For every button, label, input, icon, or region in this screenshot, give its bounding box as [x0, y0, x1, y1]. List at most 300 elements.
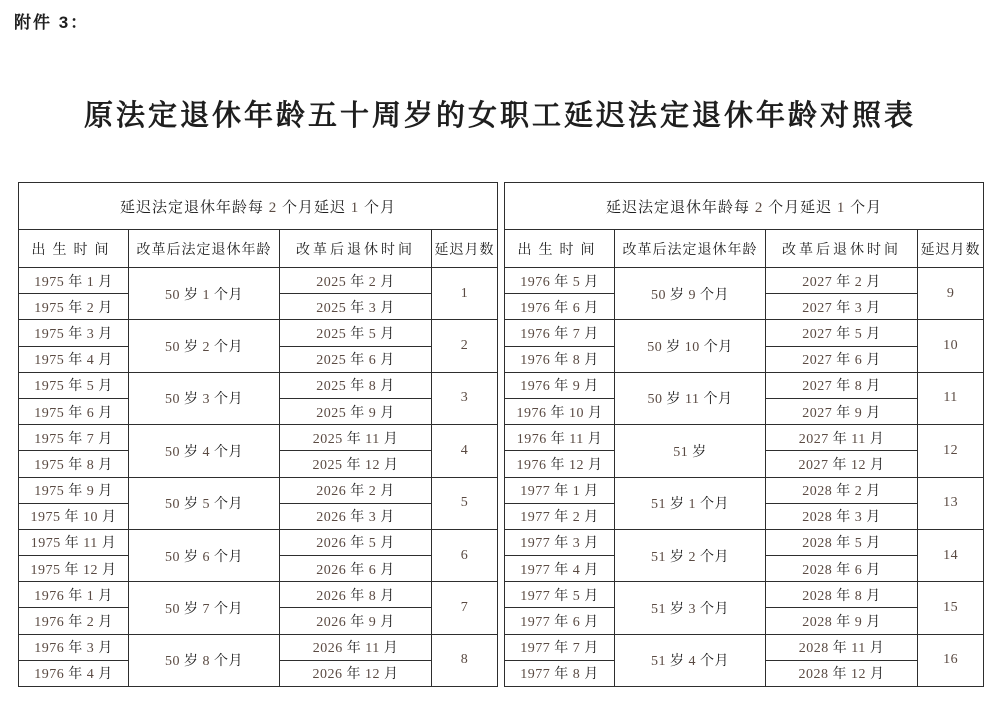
age-cell: 51 岁 4 个月 — [615, 634, 766, 686]
column-header-row — [19, 230, 498, 268]
birth-cell: 1976 年 2 月 — [19, 608, 129, 634]
numeric-text: 1976 — [520, 326, 551, 342]
age-cell: 50 岁 8 个月 — [129, 634, 280, 686]
column-header: 改革后退休时间 — [766, 230, 918, 268]
numeric-text: 8 — [202, 654, 210, 670]
numeric-text: 10 — [569, 405, 585, 421]
numeric-text: 11 — [685, 392, 700, 408]
numeric-text: 2025 — [316, 274, 347, 290]
numeric-text: 50 — [165, 601, 180, 617]
months-cell — [918, 582, 984, 634]
numeric-text: 1977 — [520, 536, 551, 552]
retire-cell: 2028 年 6 月 — [766, 556, 918, 582]
table-row — [19, 634, 498, 660]
numeric-text: 8 — [572, 667, 581, 683]
column-header: 改革后退休时间 — [280, 230, 432, 268]
retire-cell: 2027 年 2 月 — [766, 268, 918, 294]
numeric-text: 2 — [86, 300, 95, 316]
age-cell: 50 岁 3 个月 — [129, 372, 280, 424]
retire-cell: 2025 年 8 月 — [280, 372, 432, 398]
numeric-text: 2027 — [802, 405, 833, 421]
numeric-text: 2028 — [798, 667, 829, 683]
numeric-text: 11 — [365, 431, 380, 447]
numeric-text: 2027 — [802, 326, 833, 342]
numeric-text: 1976 — [516, 405, 547, 421]
table-body — [19, 268, 498, 687]
numeric-text: 11 — [365, 641, 380, 657]
numeric-text: 3 — [368, 300, 377, 316]
table-row — [19, 268, 498, 294]
months-cell — [918, 372, 984, 424]
birth-cell: 1976 年 4 月 — [19, 660, 129, 686]
retire-cell: 2027 年 3 月 — [766, 294, 918, 320]
numeric-text: 1975 — [34, 457, 65, 473]
numeric-text: 1 — [688, 497, 697, 513]
column-header-row — [505, 230, 984, 268]
numeric-text: 3 — [688, 601, 697, 617]
numeric-text: 1 — [86, 274, 95, 290]
numeric-text: 12 — [569, 457, 585, 473]
numeric-text: 2026 — [316, 484, 347, 500]
numeric-text: 51 — [651, 654, 667, 670]
retirement-table-right — [504, 182, 984, 687]
table-row — [505, 529, 984, 555]
retire-cell: 2026 年 5 月 — [280, 529, 432, 555]
numeric-text: 8 — [368, 379, 377, 395]
numeric-text: 2 — [368, 484, 377, 500]
table-row — [505, 425, 984, 451]
numeric-text: 7 — [86, 431, 95, 447]
numeric-text: 2026 — [316, 510, 347, 526]
retire-cell: 2026 年 12 月 — [280, 660, 432, 686]
retire-cell: 2028 年 2 月 — [766, 477, 918, 503]
table-row — [505, 582, 984, 608]
numeric-text: 1 — [350, 199, 360, 216]
numeric-text: 1975 — [34, 300, 65, 316]
numeric-text: 50 — [165, 654, 180, 670]
numeric-text: 1975 — [30, 562, 61, 578]
numeric-text: 3 — [460, 390, 469, 406]
months-cell — [432, 268, 498, 320]
birth-cell: 1975 年 4 月 — [19, 346, 129, 372]
numeric-text: 2026 — [316, 562, 347, 578]
table-row — [19, 372, 498, 398]
numeric-text: 16 — [943, 652, 959, 668]
numeric-text: 4 — [86, 353, 95, 369]
table-row — [19, 320, 498, 346]
numeric-text: 2025 — [316, 405, 347, 421]
numeric-text: 5 — [854, 326, 863, 342]
birth-cell: 1976 年 5 月 — [505, 268, 615, 294]
numeric-text: 9 — [86, 484, 95, 500]
numeric-text: 1976 — [520, 274, 551, 290]
months-cell — [432, 320, 498, 372]
birth-cell: 1977 年 8 月 — [505, 660, 615, 686]
numeric-text: 51 — [651, 497, 667, 513]
retire-cell: 2027 年 8 月 — [766, 372, 918, 398]
birth-cell: 1975 年 1 月 — [19, 268, 129, 294]
birth-cell: 1976 年 3 月 — [19, 634, 129, 660]
numeric-text: 7 — [460, 599, 469, 615]
retire-cell: 2027 年 6 月 — [766, 346, 918, 372]
numeric-text: 1976 — [520, 379, 551, 395]
months-cell — [432, 477, 498, 529]
table-row — [19, 529, 498, 555]
retire-cell: 2025 年 9 月 — [280, 398, 432, 424]
table-body — [505, 268, 984, 687]
birth-cell: 1976 年 1 月 — [19, 582, 129, 608]
birth-cell: 1977 年 3 月 — [505, 529, 615, 555]
age-cell: 50 岁 11 个月 — [615, 372, 766, 424]
numeric-text: 1975 — [34, 326, 65, 342]
retire-cell: 2027 年 12 月 — [766, 451, 918, 477]
birth-cell: 1975 年 7 月 — [19, 425, 129, 451]
numeric-text: 51 — [651, 549, 667, 565]
retirement-table-left — [18, 182, 498, 687]
numeric-text: 1975 — [34, 353, 65, 369]
numeric-text: 7 — [572, 326, 581, 342]
numeric-text: 50 — [647, 392, 663, 408]
numeric-text: 2025 — [316, 326, 347, 342]
birth-cell: 1975 年 9 月 — [19, 477, 129, 503]
numeric-text: 9 — [946, 285, 955, 301]
numeric-text: 4 — [86, 667, 95, 683]
retire-cell: 2026 年 2 月 — [280, 477, 432, 503]
numeric-text: 2027 — [798, 457, 829, 473]
birth-cell: 1975 年 3 月 — [19, 320, 129, 346]
months-cell — [918, 320, 984, 372]
numeric-text: 51 — [651, 601, 667, 617]
column-header: 延迟月数 — [918, 230, 984, 268]
numeric-text: 2025 — [316, 300, 347, 316]
numeric-text: 8 — [854, 588, 863, 604]
numeric-text: 1976 — [34, 641, 65, 657]
banner-row — [505, 183, 984, 230]
numeric-text: 10 — [943, 338, 959, 354]
numeric-text: 4 — [460, 442, 469, 458]
numeric-text: 1977 — [520, 510, 551, 526]
numeric-text: 2 — [368, 274, 377, 290]
numeric-text: 6 — [854, 562, 863, 578]
numeric-text: 2028 — [802, 536, 833, 552]
numeric-text: 1976 — [34, 667, 65, 683]
numeric-text: 2026 — [312, 641, 343, 657]
numeric-text: 2026 — [312, 667, 343, 683]
retire-cell: 2028 年 5 月 — [766, 529, 918, 555]
months-cell — [432, 582, 498, 634]
table-row — [19, 477, 498, 503]
numeric-text: 11 — [851, 641, 866, 657]
months-cell — [918, 425, 984, 477]
numeric-text: 2 — [688, 549, 697, 565]
birth-cell: 1975 年 11 月 — [19, 529, 129, 555]
numeric-text: 2028 — [802, 510, 833, 526]
numeric-text: 5 — [368, 536, 377, 552]
retire-cell: 2028 年 11 月 — [766, 634, 918, 660]
numeric-text: 50 — [647, 340, 663, 356]
table-head — [19, 183, 498, 268]
numeric-text: 14 — [943, 547, 959, 563]
months-cell — [432, 425, 498, 477]
numeric-text: 7 — [202, 601, 210, 617]
numeric-text: 9 — [368, 615, 377, 631]
numeric-text: 13 — [943, 495, 959, 511]
numeric-text: 12 — [851, 457, 867, 473]
age-cell: 50 岁 9 个月 — [615, 268, 766, 320]
retire-cell: 2027 年 9 月 — [766, 398, 918, 424]
numeric-text: 8 — [368, 588, 377, 604]
numeric-text: 1976 — [520, 300, 551, 316]
birth-cell: 1975 年 10 月 — [19, 503, 129, 529]
numeric-text: 2025 — [312, 431, 343, 447]
numeric-text: 2028 — [802, 588, 833, 604]
retire-cell: 2026 年 9 月 — [280, 608, 432, 634]
numeric-text: 2 — [854, 274, 863, 290]
numeric-text: 6 — [368, 353, 377, 369]
numeric-text: 7 — [572, 641, 581, 657]
months-cell — [432, 634, 498, 686]
retire-cell: 2026 年 3 月 — [280, 503, 432, 529]
table-row — [505, 372, 984, 398]
numeric-text: 1977 — [520, 562, 551, 578]
numeric-text: 6 — [854, 353, 863, 369]
numeric-text: 12 — [851, 667, 867, 683]
birth-cell: 1976 年 12 月 — [505, 451, 615, 477]
months-cell — [918, 634, 984, 686]
numeric-text: 1975 — [30, 536, 61, 552]
birth-cell: 1977 年 7 月 — [505, 634, 615, 660]
panel-banner: 延迟法定退休年龄每 2 个月延迟 1 个月 — [505, 183, 984, 230]
birth-cell: 1976 年 8 月 — [505, 346, 615, 372]
birth-cell: 1975 年 8 月 — [19, 451, 129, 477]
retire-cell: 2027 年 5 月 — [766, 320, 918, 346]
numeric-text: 9 — [368, 405, 377, 421]
numeric-text: 5 — [572, 588, 581, 604]
numeric-text: 8 — [86, 457, 95, 473]
numeric-text: 12 — [83, 562, 98, 578]
numeric-text: 2025 — [316, 379, 347, 395]
numeric-text: 2025 — [312, 457, 343, 473]
age-cell: 50 岁 10 个月 — [615, 320, 766, 372]
numeric-text: 2026 — [316, 588, 347, 604]
numeric-text: 51 — [673, 444, 689, 460]
numeric-text: 8 — [460, 652, 469, 668]
numeric-text: 3 — [368, 510, 377, 526]
numeric-text: 2027 — [802, 379, 833, 395]
numeric-text: 50 — [165, 549, 180, 565]
retire-cell: 2025 年 2 月 — [280, 268, 432, 294]
page-title: 原法定退休年龄五十周岁的女职工延迟法定退休年龄对照表 — [83, 100, 916, 132]
birth-cell: 1977 年 6 月 — [505, 608, 615, 634]
retire-cell: 2026 年 6 月 — [280, 556, 432, 582]
numeric-text: 2027 — [802, 300, 833, 316]
birth-cell: 1976 年 6 月 — [505, 294, 615, 320]
months-cell — [918, 268, 984, 320]
numeric-text: 2028 — [798, 641, 829, 657]
age-cell: 50 岁 6 个月 — [129, 529, 280, 581]
column-header: 改革后法定退休年龄 — [615, 230, 766, 268]
retire-cell: 2025 年 3 月 — [280, 294, 432, 320]
numeric-text: 1975 — [34, 405, 65, 421]
retire-cell: 2028 年 9 月 — [766, 608, 918, 634]
numeric-text: 10 — [83, 510, 98, 526]
numeric-text: 11 — [851, 431, 866, 447]
birth-cell: 1977 年 4 月 — [505, 556, 615, 582]
birth-cell: 1975 年 2 月 — [19, 294, 129, 320]
numeric-text: 11 — [83, 536, 98, 552]
numeric-text: 2028 — [802, 562, 833, 578]
retire-cell: 2025 年 5 月 — [280, 320, 432, 346]
months-cell — [432, 372, 498, 424]
column-header: 改革后法定退休年龄 — [129, 230, 280, 268]
numeric-text: 2 — [86, 615, 95, 631]
numeric-text: 6 — [572, 615, 581, 631]
retire-cell: 2027 年 11 月 — [766, 425, 918, 451]
numeric-text: 2 — [854, 484, 863, 500]
birth-cell: 1976 年 9 月 — [505, 372, 615, 398]
months-cell — [432, 529, 498, 581]
numeric-text: 6 — [572, 300, 581, 316]
table-row — [19, 582, 498, 608]
numeric-text: 1977 — [520, 667, 551, 683]
numeric-text: 5 — [86, 379, 95, 395]
months-cell — [918, 477, 984, 529]
numeric-text: 2 — [754, 199, 764, 216]
age-cell: 51 岁 1 个月 — [615, 477, 766, 529]
numeric-text: 3 — [86, 641, 95, 657]
birth-cell: 1975 年 5 月 — [19, 372, 129, 398]
table-row — [505, 320, 984, 346]
numeric-text: 1 — [572, 484, 581, 500]
numeric-text: 1977 — [520, 484, 551, 500]
numeric-text: 8 — [572, 353, 581, 369]
numeric-text: 2026 — [316, 536, 347, 552]
numeric-text: 1977 — [520, 588, 551, 604]
numeric-text: 2025 — [316, 353, 347, 369]
column-header: 延迟月数 — [432, 230, 498, 268]
table-head — [505, 183, 984, 268]
numeric-text: 8 — [854, 379, 863, 395]
numeric-text: 10 — [684, 340, 700, 356]
numeric-text: 5 — [202, 497, 210, 513]
numeric-text: 1976 — [520, 353, 551, 369]
numeric-text: 50 — [165, 340, 180, 356]
numeric-text: 11 — [569, 431, 584, 447]
numeric-text: 11 — [943, 390, 958, 406]
numeric-text: 1975 — [34, 484, 65, 500]
birth-cell: 1976 年 7 月 — [505, 320, 615, 346]
numeric-text: 5 — [854, 536, 863, 552]
numeric-text: 15 — [943, 599, 959, 615]
numeric-text: 2028 — [802, 615, 833, 631]
numeric-text: 12 — [943, 442, 959, 458]
numeric-text: 2026 — [316, 615, 347, 631]
numeric-text: 1975 — [30, 510, 61, 526]
numeric-text: 6 — [86, 405, 95, 421]
months-cell — [918, 529, 984, 581]
numeric-text: 3 — [202, 392, 210, 408]
numeric-text: 2028 — [802, 484, 833, 500]
age-cell: 50 岁 7 个月 — [129, 582, 280, 634]
numeric-text: 9 — [854, 615, 863, 631]
numeric-text: 6 — [460, 547, 469, 563]
numeric-text: 5 — [460, 495, 469, 511]
numeric-text: 5 — [368, 326, 377, 342]
numeric-text: 9 — [688, 287, 697, 303]
numeric-text: 2027 — [802, 274, 833, 290]
numeric-text: 1 — [460, 285, 469, 301]
retire-cell: 2025 年 6 月 — [280, 346, 432, 372]
birth-cell: 1976 年 11 月 — [505, 425, 615, 451]
numeric-text: 5 — [572, 274, 581, 290]
numeric-text: 1975 — [34, 274, 65, 290]
numeric-text: 1 — [836, 199, 846, 216]
retire-cell: 2025 年 12 月 — [280, 451, 432, 477]
numeric-text: 1976 — [516, 431, 547, 447]
table-row — [505, 634, 984, 660]
age-cell: 50 岁 4 个月 — [129, 425, 280, 477]
age-cell: 50 岁 2 个月 — [129, 320, 280, 372]
numeric-text: 3 — [572, 536, 581, 552]
age-cell: 51 岁 — [615, 425, 766, 477]
table-row — [19, 425, 498, 451]
birth-cell: 1976 年 10 月 — [505, 398, 615, 424]
age-cell: 50 岁 1 个月 — [129, 268, 280, 320]
numeric-text: 50 — [165, 287, 180, 303]
retire-cell: 2026 年 8 月 — [280, 582, 432, 608]
column-header: 出生时间 — [19, 230, 129, 268]
table-row — [505, 477, 984, 503]
column-header: 出生时间 — [505, 230, 615, 268]
banner-row — [19, 183, 498, 230]
attachment-label: 附件 3： — [14, 13, 90, 32]
numeric-text: 3 — [86, 326, 95, 342]
numeric-text: 2 — [268, 199, 278, 216]
numeric-text: 1976 — [34, 588, 65, 604]
numeric-text: 6 — [368, 562, 377, 578]
retire-cell: 2028 年 12 月 — [766, 660, 918, 686]
numeric-text: 2 — [202, 340, 210, 356]
numeric-text: 3 — [854, 300, 863, 316]
numeric-text: 50 — [165, 392, 180, 408]
numeric-text: 2 — [572, 510, 581, 526]
numeric-text: 1975 — [34, 379, 65, 395]
numeric-text: 1975 — [34, 431, 65, 447]
birth-cell: 1977 年 2 月 — [505, 503, 615, 529]
numeric-text: 1 — [86, 588, 95, 604]
numeric-text: 4 — [572, 562, 581, 578]
numeric-text: 1977 — [520, 615, 551, 631]
age-cell: 51 岁 3 个月 — [615, 582, 766, 634]
numeric-text: 50 — [165, 444, 180, 460]
retire-cell: 2028 年 3 月 — [766, 503, 918, 529]
numeric-text: 12 — [365, 457, 380, 473]
numeric-text: 1977 — [520, 641, 551, 657]
panel-banner: 延迟法定退休年龄每 2 个月延迟 1 个月 — [19, 183, 498, 230]
numeric-text: 1 — [202, 287, 210, 303]
numeric-text: 6 — [202, 549, 210, 565]
numeric-text: 9 — [572, 379, 581, 395]
retire-cell: 2025 年 11 月 — [280, 425, 432, 451]
birth-cell: 1975 年 12 月 — [19, 556, 129, 582]
numeric-text: 9 — [854, 405, 863, 421]
numeric-text: 50 — [165, 497, 180, 513]
numeric-text: 1976 — [34, 615, 65, 631]
numeric-text: 2027 — [798, 431, 829, 447]
retirement-tables — [18, 182, 982, 687]
birth-cell: 1977 年 1 月 — [505, 477, 615, 503]
retire-cell: 2026 年 11 月 — [280, 634, 432, 660]
